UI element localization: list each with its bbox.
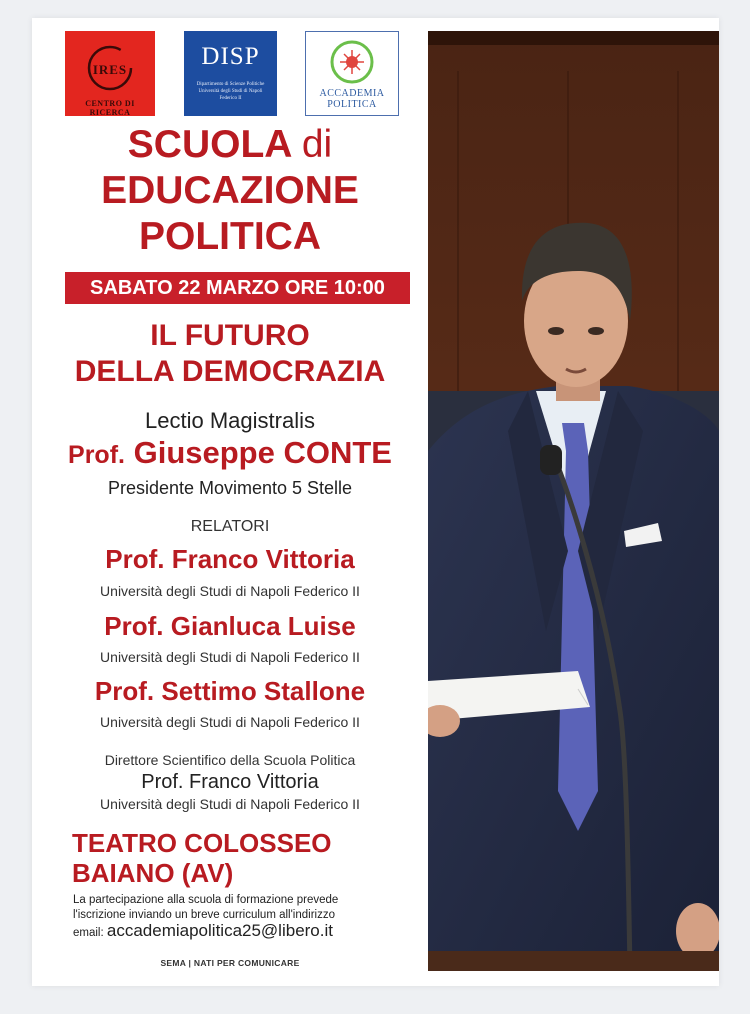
venue-line-1: TEATRO COLOSSEO [72, 828, 332, 858]
event-poster [32, 18, 719, 986]
speaker-name [32, 435, 428, 471]
speaker-fullname: Giuseppe CONTE [133, 435, 392, 470]
speaker-photo-illustration [428, 31, 719, 971]
relatori-label: RELATORI [190, 518, 270, 535]
title-line-1 [32, 122, 428, 168]
direttore-affiliation: Università degli Studi di Napoli Federico II [100, 796, 360, 812]
email-address[interactable]: accademiapolitica25@libero.it [106, 921, 333, 940]
contact-email [73, 921, 333, 941]
venue-line-2: BAIANO (AV) [72, 858, 234, 888]
disp-logo [184, 31, 277, 116]
subtitle-line-1: IL FUTURO [150, 319, 310, 352]
ires-logo [65, 31, 155, 116]
speaker-photo [428, 31, 719, 971]
disp-logo-subtitle: Dipartimento di Scienze Politiche Università degli Studi di Napoli Federico II [196, 82, 265, 101]
relatore-name-1: Prof. Franco Vittoria [105, 544, 355, 574]
ires-logo-subtitle: CENTRO DI RICERCA [85, 99, 135, 117]
accademia-logo-line1: ACCADEMIA [319, 88, 385, 99]
accademia-logo-name [306, 88, 398, 110]
title-scuola: SCUOLA [127, 123, 291, 166]
speaker-prefix: Prof. [68, 441, 125, 469]
relatore-affiliation-3: Università degli Studi di Napoli Federico II [100, 714, 360, 730]
title-di: di [301, 123, 333, 166]
email-label: email: [73, 927, 104, 939]
relatore-name-2: Prof. Gianluca Luise [104, 611, 356, 641]
registration-note [73, 893, 423, 923]
title-line-3: POLITICA [139, 215, 321, 258]
lectio-label: Lectio Magistralis [145, 408, 315, 433]
title-line-2: EDUCAZIONE [101, 169, 359, 212]
speaker-role: Presidente Movimento 5 Stelle [107, 478, 353, 498]
subtitle-line-2: DELLA DEMOCRAZIA [74, 355, 386, 388]
date-banner: SABATO 22 MARZO ORE 10:00 [65, 272, 410, 304]
agency-credit: SEMA | NATI PER COMUNICARE [160, 958, 300, 968]
registration-note-line-2: l'iscrizione inviando un breve curriculum all'indirizzo [73, 909, 335, 921]
disp-logo-name: DISP [201, 43, 260, 70]
registration-note-line-1: La partecipazione alla scuola di formazione prevede [73, 894, 339, 906]
relatore-affiliation-1: Università degli Studi di Napoli Federico II [100, 583, 360, 599]
ires-logo-name: IRES [92, 62, 128, 77]
relatore-affiliation-2: Università degli Studi di Napoli Federico II [100, 649, 360, 665]
accademia-politica-logo [305, 31, 399, 116]
accademia-logo-line2: POLITICA [327, 99, 377, 110]
poster-text-column [32, 18, 428, 986]
direttore-name: Prof. Franco Vittoria [141, 771, 319, 793]
direttore-label: Direttore Scientifico della Scuola Politica [104, 752, 356, 768]
relatore-name-3: Prof. Settimo Stallone [94, 676, 366, 706]
